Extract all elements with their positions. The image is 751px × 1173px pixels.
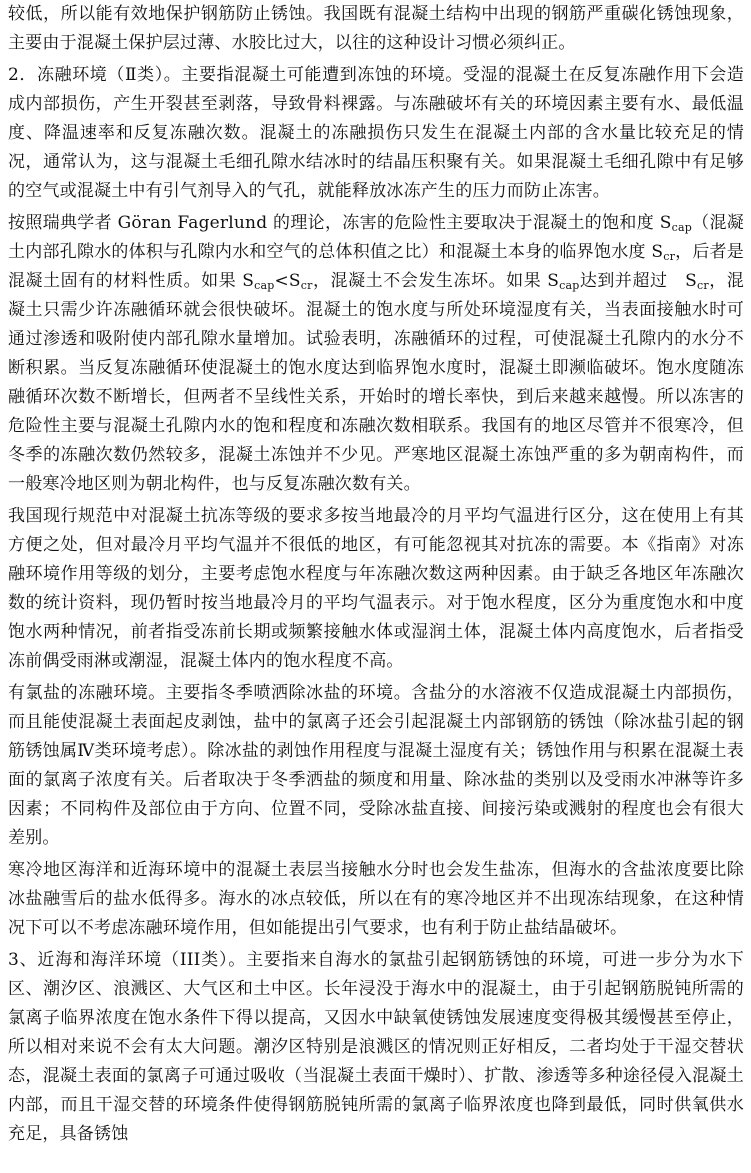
paragraph-carbonation-end: [8, 0, 744, 58]
text-segment: （混凝土内部孔隙水的体积与孔隙内水和空气的总体积值之比）和混凝土本身的临界饱水度 S: [8, 213, 744, 262]
text-segment: 我国现行规范中对混凝土抗冻等级的要求多按当地最冷的月平均气温进行区分，这在使用上有其方便之处，但对最冷月平均气温并不很低的地区，有可能忽视其对抗冻的需要。本《指南》对冻融环境作用等级的划分，主要考虑饱水程度与年冻融次数这两种因素。由于缺乏各地区年冻融次数的统计资料，现仍暂时按当地最冷月的平均气温表示。对于饱水程度，区分为重度饱水和中度饱水两种情况，前者指受冻前长期或频繁接触水体或湿润土体，混凝土体内高度饱水，后者指受冻前偶受雨淋或潮湿，混凝土体内的饱水程度不高。: [8, 506, 744, 671]
subscript-cr: cr: [300, 279, 313, 292]
text-segment: 3、近海和海洋环境（III类）。主要指来自海水的氯盐引起钢筋锈蚀的环境，可进一步分为水下区、潮汐区、浪溅区、大气区和土中区。长年浸没于海水中的混凝土，由于引起钢筋脱钝所需的氯离子临界浓度在饱水条件下得以提高，又因水中缺氧使锈蚀发展速度变得极其缓慢甚至停止，所以相对来说不会有太大问题。潮汐区特别是浪溅区的情况则正好相反，二者均处于干湿交替状态，混凝土表面的氯离子可通过吸收（当混凝土表面干燥时）、扩散、渗透等多种途径侵入混凝土内部，而且干湿交替的环境条件使得钢筋脱钝所需的氯离子临界浓度也降到最低，同时供氧供水充足，具备锈蚀: [8, 950, 744, 1144]
text-segment: ，混凝土不会发生冻坏。如果 S: [312, 271, 560, 291]
text-segment: <S: [274, 271, 301, 291]
text-segment: 寒冷地区海洋和近海环境中的混凝土表层当接触水分时也会发生盐冻，但海水的含盐浓度要比除冰盐融雪后的盐水低得多。海水的冰点较低，所以在有的寒冷地区并不出现冻结现象，在这种情况下可以不考虑冻融环境作用，但如能提出引气要求，也有利于防止盐结晶破坏。: [8, 860, 744, 938]
subscript-cr: cr: [663, 250, 676, 263]
paragraph-marine-environment: [8, 946, 744, 1149]
text-segment: ，后者是混凝土固有的材料性质。如果 S: [8, 242, 744, 291]
text-segment: 较低，所以能有效地保护钢筋防止锈蚀。我国既有混凝土结构中出现的钢筋严重碳化锈蚀现象，主要由于混凝土保护层过薄、水胶比过大，以往的这种设计习惯必须纠正。: [8, 4, 744, 53]
paragraph-freeze-thaw-intro: [8, 61, 744, 206]
subscript-cap: cap: [671, 221, 693, 234]
paragraph-frost-grade-standard: [8, 502, 744, 676]
text-segment: 2．冻融环境（Ⅱ类）。主要指混凝土可能遭到冻蚀的环境。受湿的混凝土在反复冻融作用下会造成内部损伤，产生开裂甚至剥落，导致骨料裸露。与冻融破坏有关的环境因素主要有水、最低温度、降温速率和反复冻融次数。混凝土的冻融损伤只发生在混凝土内部的含水量比较充足的情况，通常认为，这与混凝土毛细孔隙水结冰时的结晶压积聚有关。如果混凝土毛细孔隙中有足够的空气或混凝土中有引气剂导入的气孔，就能释放冰冻产生的压力而防止冻害。: [8, 65, 744, 201]
text-segment: 有氯盐的冻融环境。主要指冬季喷洒除冰盐的环境。含盐分的水溶液不仅造成混凝土内部损伤，而且能使混凝土表面起皮剥蚀，盐中的氯离子还会引起混凝土内部钢筋的锈蚀（除冰盐引起的钢筋锈蚀属Ⅳ类环境考虑）。除冰盐的剥蚀作用程度与混凝土湿度有关；锈蚀作用与积累在混凝土表面的氯离子浓度有关。后者取决于冬季洒盐的频度和用量、除冰盐的类别以及受雨水冲淋等许多因素；不同构件及部位由于方向、位置不同，受除冰盐直接、间接污染或溅射的程度也会有很大差别。: [8, 683, 744, 848]
subscript-cr: cr: [697, 279, 709, 292]
subscript-cap: cap: [254, 279, 275, 292]
subscript-cap: cap: [559, 279, 580, 292]
text-segment: 按照瑞典学者 Göran Fagerlund 的理论，冻害的危险性主要取决于混凝土的饱和度 S: [8, 213, 672, 233]
paragraph-fagerlund-theory: [8, 209, 744, 499]
text-segment: 达到并超过 S: [579, 271, 698, 291]
paragraph-chloride-freeze-thaw: [8, 679, 744, 853]
text-segment: ，混凝土只需少许冻融循环就会很快破坏。混凝土的饱水度与所处环境湿度有关，当表面接触水时可通过渗透和吸附使内部孔隙水量增加。试验表明，冻融循环的过程，可使混凝土孔隙内的水分不断积累。当反复冻融循环使混凝土的饱水度达到临界饱水度时，混凝土即濒临破坏。饱水度随冻融循环次数不断增长，但两者不呈线性关系，开始时的增长率快，到后来越来越慢。所以冻害的危险性主要与混凝土孔隙内水的饱和程度和冻融次数相联系。我国有的地区尽管并不很寒冷，但冬季的冻融次数仍然较多，混凝土冻蚀并不少见。严寒地区混凝土冻蚀严重的多为朝南构件，而一般寒冷地区则为朝北构件，也与反复冻融次数有关。: [8, 271, 744, 494]
document-page: [8, 0, 744, 1152]
paragraph-marine-salt-frost: [8, 856, 744, 943]
